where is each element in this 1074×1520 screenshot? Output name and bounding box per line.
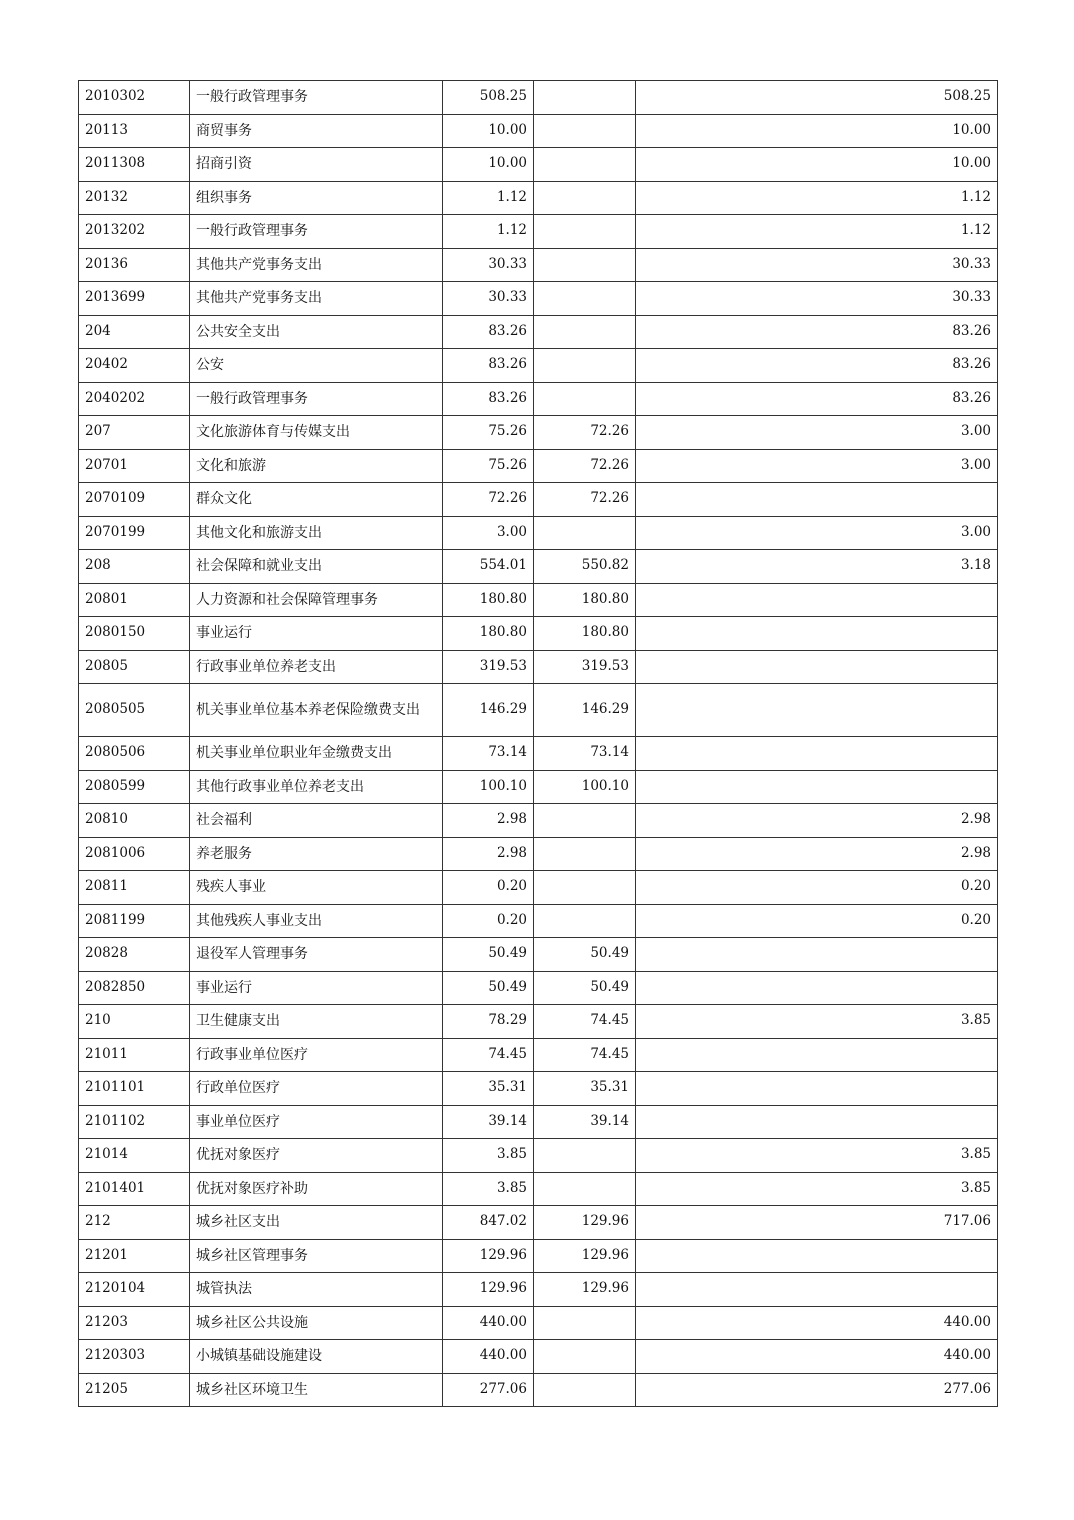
table-row — [79, 1239, 998, 1273]
code-cell: 21201 — [79, 1239, 190, 1273]
total-amount-cell: 83.26 — [443, 382, 534, 416]
code-cell: 20828 — [79, 938, 190, 972]
name-cell: 其他残疾人事业支出 — [190, 904, 443, 938]
basic-amount-cell — [534, 871, 636, 905]
project-amount-cell — [636, 938, 998, 972]
name-cell: 卫生健康支出 — [190, 1005, 443, 1039]
table-row — [79, 215, 998, 249]
basic-amount-cell — [534, 904, 636, 938]
basic-amount-cell — [534, 516, 636, 550]
code-cell: 2070109 — [79, 483, 190, 517]
project-amount-cell — [636, 737, 998, 771]
project-amount-cell: 3.85 — [636, 1172, 998, 1206]
project-amount-cell: 10.00 — [636, 114, 998, 148]
total-amount-cell: 3.85 — [443, 1139, 534, 1173]
table-row — [79, 248, 998, 282]
table-row — [79, 349, 998, 383]
name-cell: 城乡社区公共设施 — [190, 1306, 443, 1340]
table-row — [79, 617, 998, 651]
basic-amount-cell: 180.80 — [534, 583, 636, 617]
project-amount-cell — [636, 1072, 998, 1106]
basic-amount-cell — [534, 181, 636, 215]
code-cell: 2081199 — [79, 904, 190, 938]
project-amount-cell: 30.33 — [636, 248, 998, 282]
basic-amount-cell — [534, 114, 636, 148]
basic-amount-cell: 74.45 — [534, 1005, 636, 1039]
project-amount-cell: 83.26 — [636, 349, 998, 383]
project-amount-cell: 30.33 — [636, 282, 998, 316]
code-cell: 2013202 — [79, 215, 190, 249]
table-row — [79, 971, 998, 1005]
name-cell: 退役军人管理事务 — [190, 938, 443, 972]
table-row — [79, 1105, 998, 1139]
total-amount-cell: 440.00 — [443, 1340, 534, 1374]
name-cell: 城管执法 — [190, 1273, 443, 1307]
total-amount-cell: 2.98 — [443, 837, 534, 871]
name-cell: 组织事务 — [190, 181, 443, 215]
table-row — [79, 483, 998, 517]
basic-amount-cell — [534, 248, 636, 282]
name-cell: 一般行政管理事务 — [190, 215, 443, 249]
name-cell: 公安 — [190, 349, 443, 383]
project-amount-cell — [636, 971, 998, 1005]
project-amount-cell — [636, 483, 998, 517]
project-amount-cell: 717.06 — [636, 1206, 998, 1240]
code-cell: 21203 — [79, 1306, 190, 1340]
total-amount-cell: 10.00 — [443, 148, 534, 182]
table-row — [79, 550, 998, 584]
basic-amount-cell: 129.96 — [534, 1273, 636, 1307]
basic-amount-cell — [534, 1340, 636, 1374]
name-cell: 一般行政管理事务 — [190, 382, 443, 416]
basic-amount-cell: 550.82 — [534, 550, 636, 584]
total-amount-cell: 3.00 — [443, 516, 534, 550]
table-row — [79, 650, 998, 684]
table-row — [79, 282, 998, 316]
code-cell: 20801 — [79, 583, 190, 617]
total-amount-cell: 2.98 — [443, 804, 534, 838]
table-row — [79, 516, 998, 550]
table-row — [79, 770, 998, 804]
table-row — [79, 1206, 998, 1240]
project-amount-cell — [636, 1239, 998, 1273]
basic-amount-cell — [534, 282, 636, 316]
total-amount-cell: 0.20 — [443, 904, 534, 938]
basic-amount-cell — [534, 215, 636, 249]
table-row — [79, 1038, 998, 1072]
total-amount-cell: 10.00 — [443, 114, 534, 148]
table-row — [79, 1273, 998, 1307]
total-amount-cell: 508.25 — [443, 81, 534, 115]
basic-amount-cell: 39.14 — [534, 1105, 636, 1139]
total-amount-cell: 39.14 — [443, 1105, 534, 1139]
project-amount-cell: 3.85 — [636, 1005, 998, 1039]
table-row — [79, 1072, 998, 1106]
project-amount-cell: 1.12 — [636, 215, 998, 249]
basic-amount-cell: 35.31 — [534, 1072, 636, 1106]
basic-amount-cell — [534, 1373, 636, 1407]
total-amount-cell: 319.53 — [443, 650, 534, 684]
table-row — [79, 382, 998, 416]
basic-amount-cell — [534, 1139, 636, 1173]
project-amount-cell — [636, 684, 998, 737]
project-amount-cell: 440.00 — [636, 1340, 998, 1374]
name-cell: 公共安全支出 — [190, 315, 443, 349]
project-amount-cell: 1.12 — [636, 181, 998, 215]
basic-amount-cell: 72.26 — [534, 449, 636, 483]
name-cell: 文化旅游体育与传媒支出 — [190, 416, 443, 450]
total-amount-cell: 180.80 — [443, 617, 534, 651]
total-amount-cell: 50.49 — [443, 938, 534, 972]
total-amount-cell: 1.12 — [443, 215, 534, 249]
project-amount-cell: 508.25 — [636, 81, 998, 115]
basic-amount-cell — [534, 382, 636, 416]
name-cell: 文化和旅游 — [190, 449, 443, 483]
code-cell: 20805 — [79, 650, 190, 684]
table-row — [79, 737, 998, 771]
code-cell: 20136 — [79, 248, 190, 282]
total-amount-cell: 129.96 — [443, 1273, 534, 1307]
project-amount-cell: 3.85 — [636, 1139, 998, 1173]
code-cell: 210 — [79, 1005, 190, 1039]
table-row — [79, 1139, 998, 1173]
total-amount-cell: 75.26 — [443, 449, 534, 483]
table-row — [79, 938, 998, 972]
total-amount-cell: 78.29 — [443, 1005, 534, 1039]
total-amount-cell: 100.10 — [443, 770, 534, 804]
total-amount-cell: 146.29 — [443, 684, 534, 737]
name-cell: 行政事业单位医疗 — [190, 1038, 443, 1072]
code-cell: 21205 — [79, 1373, 190, 1407]
total-amount-cell: 3.85 — [443, 1172, 534, 1206]
project-amount-cell: 3.00 — [636, 516, 998, 550]
code-cell: 2040202 — [79, 382, 190, 416]
code-cell: 20132 — [79, 181, 190, 215]
basic-amount-cell — [534, 1172, 636, 1206]
name-cell: 城乡社区管理事务 — [190, 1239, 443, 1273]
basic-amount-cell: 50.49 — [534, 971, 636, 1005]
total-amount-cell: 847.02 — [443, 1206, 534, 1240]
total-amount-cell: 554.01 — [443, 550, 534, 584]
name-cell: 养老服务 — [190, 837, 443, 871]
project-amount-cell — [636, 617, 998, 651]
table-row — [79, 1340, 998, 1374]
code-cell: 2070199 — [79, 516, 190, 550]
project-amount-cell: 83.26 — [636, 382, 998, 416]
total-amount-cell: 129.96 — [443, 1239, 534, 1273]
basic-amount-cell — [534, 148, 636, 182]
basic-amount-cell — [534, 81, 636, 115]
table-row — [79, 449, 998, 483]
code-cell: 207 — [79, 416, 190, 450]
name-cell: 小城镇基础设施建设 — [190, 1340, 443, 1374]
name-cell: 行政单位医疗 — [190, 1072, 443, 1106]
name-cell: 城乡社区环境卫生 — [190, 1373, 443, 1407]
table-row — [79, 583, 998, 617]
table-row — [79, 181, 998, 215]
table-row — [79, 837, 998, 871]
code-cell: 2080505 — [79, 684, 190, 737]
name-cell: 机关事业单位职业年金缴费支出 — [190, 737, 443, 771]
total-amount-cell: 440.00 — [443, 1306, 534, 1340]
expenditure-table — [78, 80, 998, 1407]
project-amount-cell: 440.00 — [636, 1306, 998, 1340]
total-amount-cell: 35.31 — [443, 1072, 534, 1106]
name-cell: 其他行政事业单位养老支出 — [190, 770, 443, 804]
code-cell: 2080150 — [79, 617, 190, 651]
code-cell: 2120104 — [79, 1273, 190, 1307]
code-cell: 20701 — [79, 449, 190, 483]
name-cell: 一般行政管理事务 — [190, 81, 443, 115]
basic-amount-cell — [534, 315, 636, 349]
table-row — [79, 416, 998, 450]
table-row — [79, 904, 998, 938]
table-row — [79, 871, 998, 905]
total-amount-cell: 0.20 — [443, 871, 534, 905]
basic-amount-cell — [534, 804, 636, 838]
basic-amount-cell: 129.96 — [534, 1206, 636, 1240]
basic-amount-cell — [534, 837, 636, 871]
basic-amount-cell: 50.49 — [534, 938, 636, 972]
code-cell: 2101401 — [79, 1172, 190, 1206]
name-cell: 其他文化和旅游支出 — [190, 516, 443, 550]
table-row — [79, 684, 998, 737]
code-cell: 20113 — [79, 114, 190, 148]
project-amount-cell: 83.26 — [636, 315, 998, 349]
project-amount-cell: 2.98 — [636, 804, 998, 838]
code-cell: 20810 — [79, 804, 190, 838]
total-amount-cell: 30.33 — [443, 282, 534, 316]
total-amount-cell: 72.26 — [443, 483, 534, 517]
basic-amount-cell: 73.14 — [534, 737, 636, 771]
code-cell: 2010302 — [79, 81, 190, 115]
basic-amount-cell — [534, 349, 636, 383]
table-row — [79, 148, 998, 182]
name-cell: 事业单位医疗 — [190, 1105, 443, 1139]
project-amount-cell: 0.20 — [636, 904, 998, 938]
name-cell: 行政事业单位养老支出 — [190, 650, 443, 684]
name-cell: 其他共产党事务支出 — [190, 248, 443, 282]
basic-amount-cell: 319.53 — [534, 650, 636, 684]
total-amount-cell: 74.45 — [443, 1038, 534, 1072]
project-amount-cell: 3.00 — [636, 449, 998, 483]
table-row — [79, 114, 998, 148]
name-cell: 优抚对象医疗 — [190, 1139, 443, 1173]
code-cell: 21014 — [79, 1139, 190, 1173]
code-cell: 2120303 — [79, 1340, 190, 1374]
project-amount-cell: 10.00 — [636, 148, 998, 182]
name-cell: 事业运行 — [190, 971, 443, 1005]
total-amount-cell: 30.33 — [443, 248, 534, 282]
name-cell: 商贸事务 — [190, 114, 443, 148]
project-amount-cell: 0.20 — [636, 871, 998, 905]
project-amount-cell — [636, 1038, 998, 1072]
code-cell: 204 — [79, 315, 190, 349]
table-row — [79, 81, 998, 115]
basic-amount-cell: 72.26 — [534, 416, 636, 450]
basic-amount-cell: 129.96 — [534, 1239, 636, 1273]
project-amount-cell: 277.06 — [636, 1373, 998, 1407]
project-amount-cell: 3.18 — [636, 550, 998, 584]
code-cell: 20811 — [79, 871, 190, 905]
code-cell: 2101101 — [79, 1072, 190, 1106]
code-cell: 208 — [79, 550, 190, 584]
total-amount-cell: 83.26 — [443, 349, 534, 383]
project-amount-cell: 3.00 — [636, 416, 998, 450]
name-cell: 群众文化 — [190, 483, 443, 517]
basic-amount-cell — [534, 1306, 636, 1340]
code-cell: 2081006 — [79, 837, 190, 871]
name-cell: 人力资源和社会保障管理事务 — [190, 583, 443, 617]
basic-amount-cell: 180.80 — [534, 617, 636, 651]
name-cell: 社会福利 — [190, 804, 443, 838]
basic-amount-cell: 100.10 — [534, 770, 636, 804]
table-row — [79, 1005, 998, 1039]
total-amount-cell: 180.80 — [443, 583, 534, 617]
name-cell: 事业运行 — [190, 617, 443, 651]
code-cell: 20402 — [79, 349, 190, 383]
name-cell: 社会保障和就业支出 — [190, 550, 443, 584]
code-cell: 2011308 — [79, 148, 190, 182]
basic-amount-cell: 146.29 — [534, 684, 636, 737]
name-cell: 城乡社区支出 — [190, 1206, 443, 1240]
code-cell: 2080599 — [79, 770, 190, 804]
code-cell: 2080506 — [79, 737, 190, 771]
code-cell: 2082850 — [79, 971, 190, 1005]
total-amount-cell: 277.06 — [443, 1373, 534, 1407]
table-row — [79, 1373, 998, 1407]
code-cell: 21011 — [79, 1038, 190, 1072]
table-row — [79, 1306, 998, 1340]
table-row — [79, 1172, 998, 1206]
basic-amount-cell: 72.26 — [534, 483, 636, 517]
project-amount-cell — [636, 1273, 998, 1307]
total-amount-cell: 83.26 — [443, 315, 534, 349]
total-amount-cell: 50.49 — [443, 971, 534, 1005]
code-cell: 2101102 — [79, 1105, 190, 1139]
table-body — [79, 81, 998, 1407]
name-cell: 优抚对象医疗补助 — [190, 1172, 443, 1206]
project-amount-cell — [636, 583, 998, 617]
total-amount-cell: 75.26 — [443, 416, 534, 450]
project-amount-cell — [636, 770, 998, 804]
project-amount-cell — [636, 650, 998, 684]
name-cell: 机关事业单位基本养老保险缴费支出 — [190, 684, 443, 737]
name-cell: 其他共产党事务支出 — [190, 282, 443, 316]
total-amount-cell: 1.12 — [443, 181, 534, 215]
code-cell: 2013699 — [79, 282, 190, 316]
basic-amount-cell: 74.45 — [534, 1038, 636, 1072]
code-cell: 212 — [79, 1206, 190, 1240]
project-amount-cell — [636, 1105, 998, 1139]
name-cell: 残疾人事业 — [190, 871, 443, 905]
project-amount-cell: 2.98 — [636, 837, 998, 871]
table-row — [79, 315, 998, 349]
name-cell: 招商引资 — [190, 148, 443, 182]
table-row — [79, 804, 998, 838]
total-amount-cell: 73.14 — [443, 737, 534, 771]
